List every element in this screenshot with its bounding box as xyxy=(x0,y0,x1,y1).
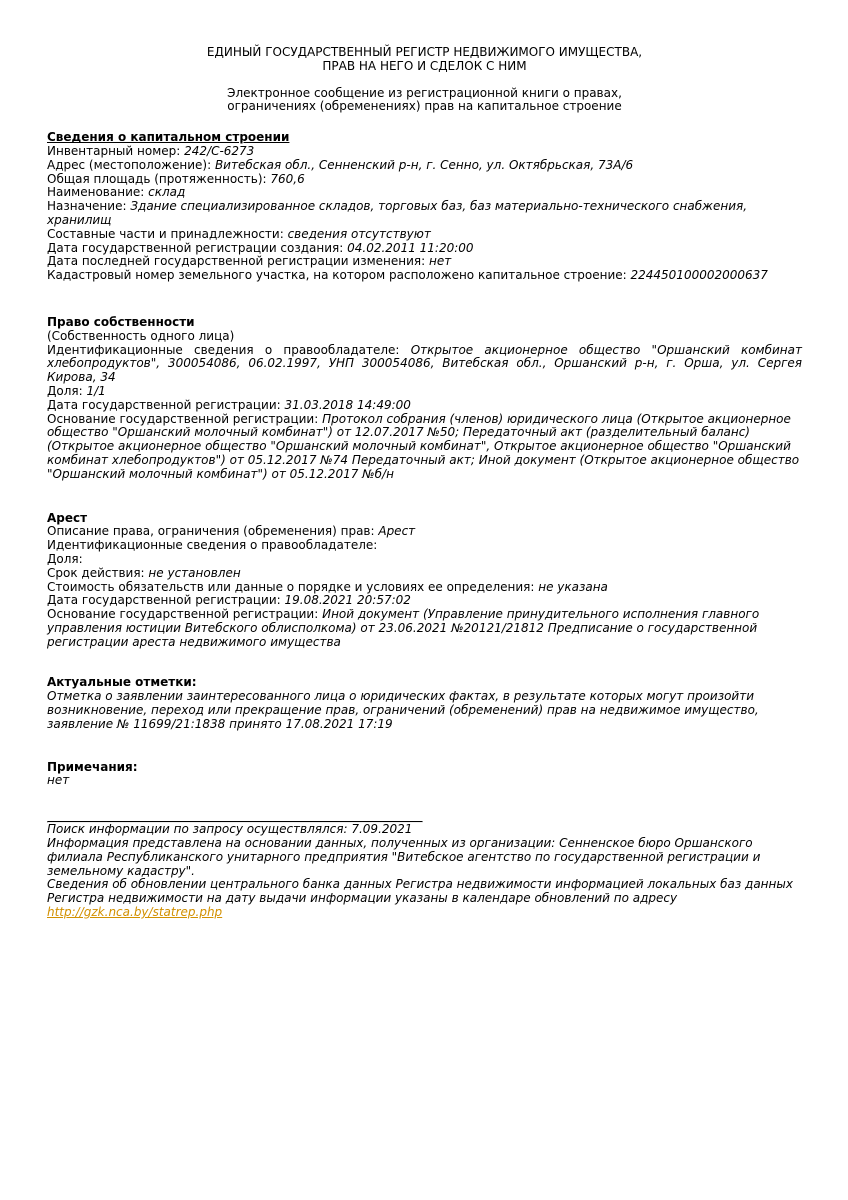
ownership-holder-value: Открытое акционерное общество "Оршанский комбинат хлебопродуктов", 300054086, 06.02.1997, УНП 300054086, Витебская обл., Оршанский р-н, г. Орша, ул. Сергея Кирова, 34 xyxy=(47,342,802,385)
document-subtitle xyxy=(47,87,802,115)
arrest-term-label: Срок действия: xyxy=(47,565,149,580)
arrest-reg-date-value: 19.08.2021 20:57:02 xyxy=(284,593,411,608)
changed-date-label: Дата последней государственной регистрации изменения: xyxy=(47,254,429,269)
changed-date-row xyxy=(47,255,802,269)
cadastral-row xyxy=(47,269,802,283)
document-header xyxy=(47,46,802,74)
address-label: Адрес (местоположение): xyxy=(47,157,215,172)
arrest-basis-value: Иной документ (Управление принудительного исполнения главного управления юстиции Витебского облисполкома) от 23.06.2021 №20121/21812 Предписание о государственной регистрации ареста недвижимого имущества xyxy=(47,607,760,649)
building-section xyxy=(47,131,802,283)
arrest-cost-value: не указана xyxy=(538,579,608,594)
marks-section-title: Актуальные отметки: xyxy=(47,675,197,690)
ownership-reg-date-label: Дата государственной регистрации: xyxy=(47,397,285,412)
ownership-holder-row xyxy=(47,344,802,385)
footer-search-date: Поиск информации по запросу осуществлялся: 7.09.2021 xyxy=(47,822,413,837)
name-label: Наименование: xyxy=(47,185,149,200)
purpose-row xyxy=(47,200,802,228)
parts-row xyxy=(47,228,802,242)
spacer xyxy=(47,788,802,821)
inventory-number-value: 242/C-6273 xyxy=(184,143,255,158)
area-value: 760,6 xyxy=(270,171,305,186)
ownership-basis-label: Основание государственной регистрации: xyxy=(47,411,323,426)
arrest-share-row: Доля: xyxy=(47,551,83,566)
parts-label: Составные части и принадлежности: xyxy=(47,226,288,241)
notes-value: нет xyxy=(47,773,70,788)
address-value: Витебская обл., Сенненский р-н, г. Сенно, ул. Октябрьская, 73А/6 xyxy=(214,157,634,172)
ownership-section xyxy=(47,316,802,482)
ownership-section-title: Право собственности xyxy=(47,314,195,329)
arrest-holder-row: Идентификационные сведения о правообладателе: xyxy=(47,538,378,553)
arrest-section xyxy=(47,512,802,650)
footer xyxy=(47,823,802,920)
inventory-number-label: Инвентарный номер: xyxy=(47,143,185,158)
changed-date-value: нет xyxy=(428,254,452,269)
ownership-basis-value: Протокол собрания (членов) юридического лица (Открытое акционерное общество "Оршанский молочный комбинат") от 12.07.2017 №50; Передаточный акт (разделительный баланс) (Открытое акционерное общество "Оршанский молочный комбинат", Открытое акционерное общество "Оршанский комбинат хлебопродуктов") от 05.12.2017 №74 Передаточный акт; Иной документ (Открытое акционерное общество "Оршанский молочный комбинат") от 05.12.2017 №б/н xyxy=(47,411,800,481)
ownership-type: (Собственность одного лица) xyxy=(47,328,235,343)
purpose-label: Назначение: xyxy=(47,199,131,214)
inventory-number-row xyxy=(47,145,802,159)
arrest-cost-row xyxy=(47,581,802,595)
marks-section xyxy=(47,676,802,731)
cadastral-value: 224450100002000637 xyxy=(630,268,768,283)
spacer xyxy=(47,283,802,316)
ownership-share-row xyxy=(47,385,802,399)
header-title-line1: ЕДИНЫЙ ГОСУДАРСТВЕННЫЙ РЕГИСТР НЕДВИЖИМОГО ИМУЩЕСТВА, xyxy=(206,45,643,59)
building-section-title: Сведения о капитальном строении xyxy=(47,130,290,145)
arrest-basis-label: Основание государственной регистрации: xyxy=(47,607,323,622)
address-row xyxy=(47,159,802,173)
arrest-term-row xyxy=(47,567,802,581)
spacer xyxy=(47,732,802,761)
arrest-desc-row xyxy=(47,525,802,539)
ownership-share-value: 1/1 xyxy=(86,383,106,398)
document-page xyxy=(47,46,802,920)
ownership-reg-date-value: 31.03.2018 14:49:00 xyxy=(284,397,411,412)
ownership-reg-date-row xyxy=(47,399,802,413)
created-date-value: 04.02.2011 11:20:00 xyxy=(347,240,474,255)
area-row xyxy=(47,173,802,187)
spacer xyxy=(47,482,802,512)
footer-updates: Сведения об обновлении центрального банка данных Регистра недвижимости информацией локальных баз данных Регистра недвижимости на дату выдачи информации указаны в календаре обновлений по адресу xyxy=(47,877,793,906)
parts-value: сведения отсутствуют xyxy=(287,226,431,241)
ownership-basis-row xyxy=(47,413,802,482)
ownership-share-label: Доля: xyxy=(47,383,87,398)
name-row xyxy=(47,186,802,200)
notes-section-title: Примечания: xyxy=(47,759,138,774)
notes-section xyxy=(47,761,802,789)
name-value: склад xyxy=(148,185,186,200)
ownership-holder-label: Идентификационные сведения о правообладателе: xyxy=(47,342,411,357)
arrest-cost-label: Стоимость обязательств или данные о порядке и условиях ее определения: xyxy=(47,579,539,594)
subtitle-line1: Электронное сообщение из регистрационной книги о правах, xyxy=(227,85,622,100)
created-date-label: Дата государственной регистрации создания: xyxy=(47,240,348,255)
purpose-value: Здание специализированное складов, торговых баз, баз материально-технического снабжения, хранилищ xyxy=(47,199,748,227)
header-title-line2: ПРАВ НА НЕГО И СДЕЛОК С НИМ xyxy=(322,58,527,73)
arrest-reg-date-label: Дата государственной регистрации: xyxy=(47,593,285,608)
arrest-section-title: Арест xyxy=(47,510,88,525)
marks-text: Отметка о заявлении заинтересованного лица о юридических фактах, в результате которых могут произойти возникновение, переход или прекращение прав, ограничений (обременений) прав на недвижимое имущество, заявление № 11699/21:1838 принято 17.08.2021 17:19 xyxy=(47,689,759,731)
spacer xyxy=(47,649,802,676)
arrest-term-value: не установлен xyxy=(148,565,241,580)
arrest-desc-label: Описание права, ограничения (обременения) прав: xyxy=(47,524,379,539)
arrest-reg-date-row xyxy=(47,594,802,608)
arrest-desc-value: Арест xyxy=(378,524,416,539)
created-date-row xyxy=(47,242,802,256)
calendar-link[interactable]: http://gzk.nca.by/statrep.php xyxy=(47,905,223,920)
subtitle-line2: ограничениях (обременениях) прав на капитальное строение xyxy=(227,99,622,114)
footer-source: Информация представлена на основании данных, полученных из организации: Сенненское бюро Оршанского филиала Республиканского унитарного предприятия "Витебское агентство по государственной регистрации и земельному кадастру". xyxy=(47,836,761,878)
arrest-basis-row xyxy=(47,608,802,649)
cadastral-label: Кадастровый номер земельного участка, на котором расположено капитальное строение: xyxy=(47,268,631,283)
area-label: Общая площадь (протяженность): xyxy=(47,171,271,186)
